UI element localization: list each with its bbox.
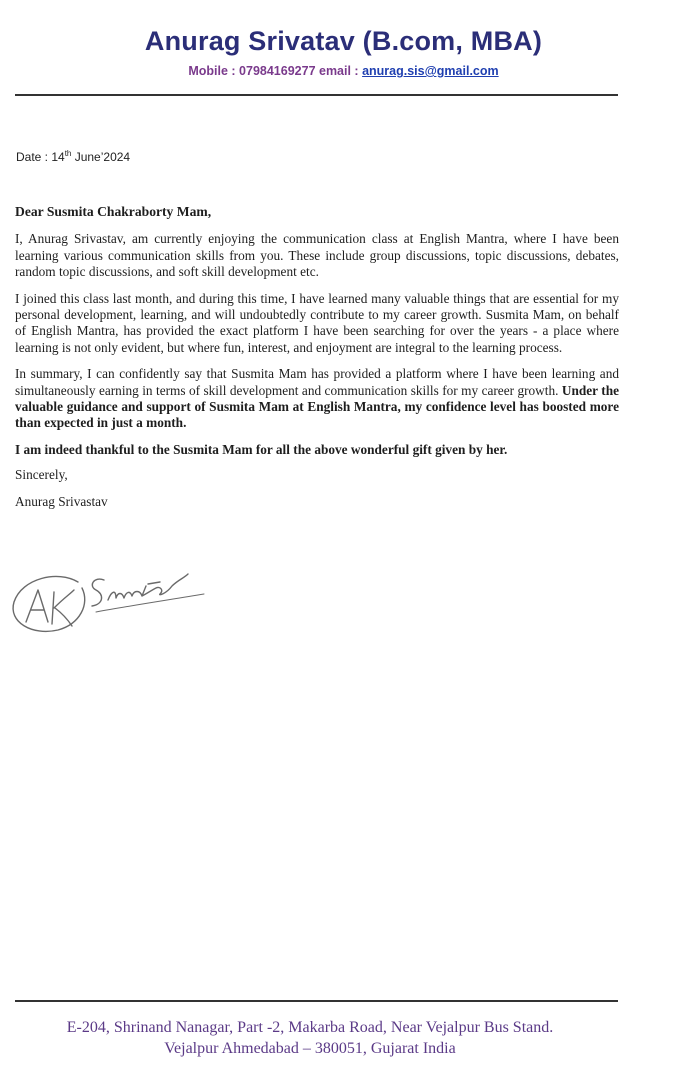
date-ordinal: th bbox=[64, 149, 72, 158]
paragraph-3 bbox=[15, 366, 619, 432]
letterhead-contact bbox=[0, 64, 687, 78]
date-suffix: June’2024 bbox=[71, 150, 131, 164]
paragraph-2: I joined this class last month, and during this time, I have learned many valuable things that are essential for my personal development, learning, and will undoubtedly contribute to my career growth. Susmita Mam, on behalf of English Mantra, has provided the exact platform I have been searching for over the years - a place where learning is not only evident, but where fun, interest, and enjoyment are integral to the learning process. bbox=[15, 290, 619, 355]
letter-date bbox=[16, 149, 130, 164]
header-divider bbox=[15, 94, 618, 96]
letterhead-name: Anurag Srivatav (B.com, MBA) bbox=[144, 26, 543, 56]
salutation: Dear Susmita Chakraborty Mam, bbox=[15, 204, 212, 219]
paragraph-1: I, Anurag Srivastav, am currently enjoying the communication class at English Mantra, where I have been learning various communication skills from you. These include group discussions, topic discussions, debates, random topic discussions, and soft skill development etc. bbox=[15, 231, 619, 280]
thanks-line: I am indeed thankful to the Susmita Mam for all the above wonderful gift given by her. bbox=[15, 441, 508, 457]
letterhead-address bbox=[0, 1017, 620, 1059]
footer-divider bbox=[15, 1000, 618, 1002]
signer-name: Anurag Srivastav bbox=[15, 493, 108, 509]
contact-phone-text: Mobile : 07984169277 email : bbox=[188, 64, 363, 78]
address-line-2: Vejalpur Ahmedabad – 380051, Gujarat India bbox=[164, 1040, 456, 1057]
paragraph-3-plain: In summary, I can confidently say that Susmita Mam has provided a platform where I have been learning and simultaneously earning in terms of skill development and communication skills for my career growth. bbox=[15, 366, 619, 398]
paragraph-3-bold: Under the valuable guidance and support of Susmita Mam at English Mantra, my confidence level has boosted more than expected in just a month. bbox=[15, 382, 620, 431]
email-link[interactable]: anurag.sis@gmail.com bbox=[362, 64, 499, 78]
handwritten-signature bbox=[8, 560, 208, 640]
address-line-1: E-204, Shrinand Nanagar, Part -2, Makarba Road, Near Vejalpur Bus Stand. bbox=[66, 1019, 554, 1036]
closing: Sincerely, bbox=[15, 467, 68, 483]
date-prefix: Date : 14 bbox=[16, 150, 65, 164]
letter-body bbox=[15, 204, 619, 510]
